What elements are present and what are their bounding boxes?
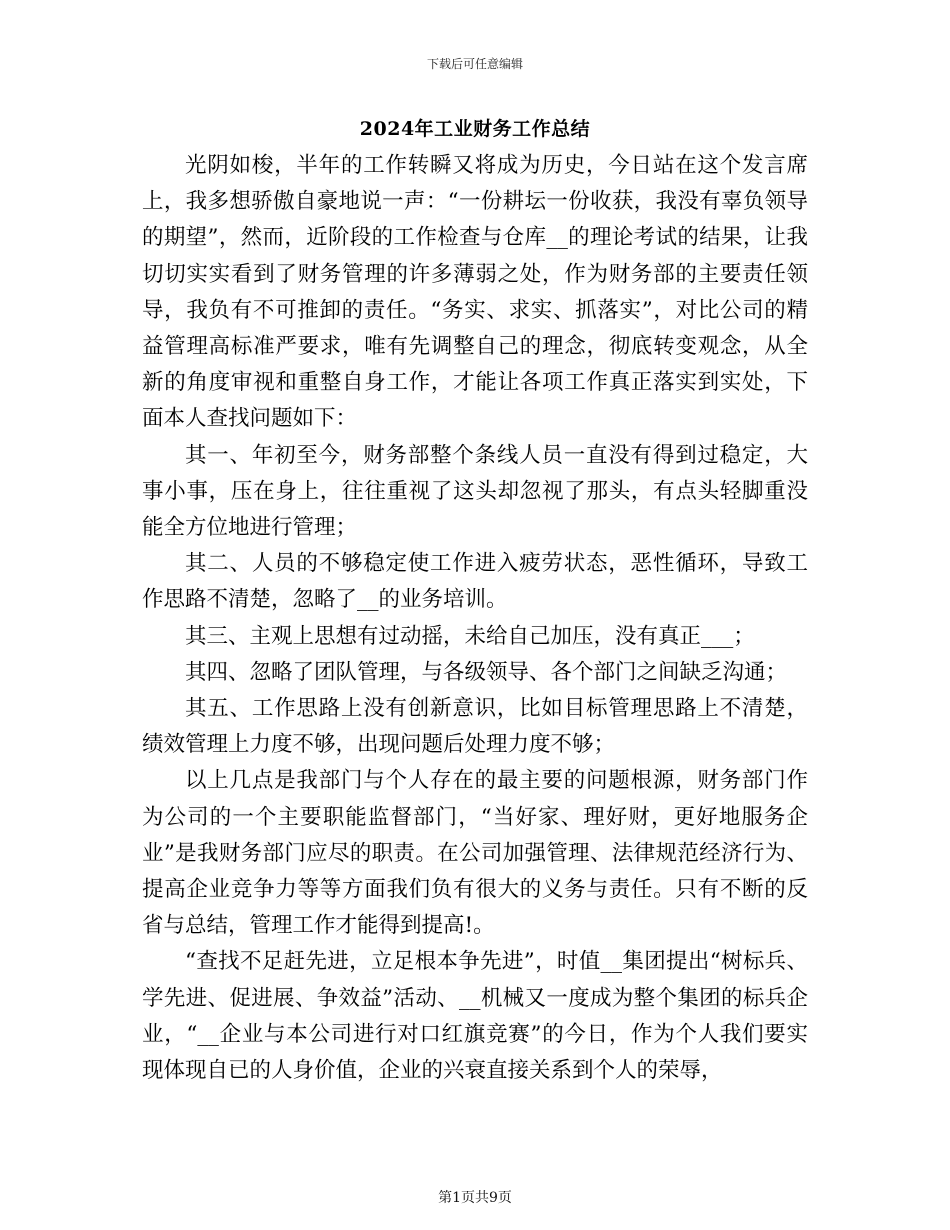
- paragraph-issue-2: 其二、人员的不够稳定使工作进入疲劳状态，恶性循环，导致工作思路不清楚，忽略了__的业务培训。: [142, 551, 808, 613]
- page-number: 第1页共9页: [438, 1190, 512, 1206]
- document-title: 2024年工业财务工作总结: [359, 118, 591, 140]
- document-body: [142, 148, 808, 1089]
- paragraph-intro: 光阴如梭，半年的工作转瞬又将成为历史，今日站在这个发言席上，我多想骄傲自豪地说一声：“一份耕坛一份收获，我没有辜负领导的期望”，然而，近阶段的工作检查与仓库__的理论考试的结果，让我切切实实看到了财务管理的许多薄弱之处，作为财务部的主要责任领导，我负有不可推卸的责任。“务实、求实、抓落实”，对比公司的精益管理高标准严要求，唯有先调整自己的理念，彻底转变观念，从全新的角度审视和重整自身工作，才能让各项工作真正落实到实处，下面本人查找问题如下：: [142, 153, 808, 432]
- header-note: 下载后可任意编辑: [426, 57, 523, 71]
- paragraph-issue-3: 其三、主观上思想有过动摇，未给自己加压，没有真正___；: [185, 623, 755, 649]
- paragraph-issue-5: 其五、工作思路上没有创新意识，比如目标管理思路上不清楚，绩效管理上力度不够，出现问题后处理力度不够；: [142, 696, 808, 758]
- paragraph-summary: 以上几点是我部门与个人存在的最主要的问题根源，财务部门作为公司的一个主要职能监督部门，“当好家、理好财，更好地服务企业”是我财务部门应尽的职责。在公司加强管理、法律规范经济行为、提高企业竞争力等等方面我们负有很大的义务与责任。只有不断的反省与总结，管理工作才能得到提高!。: [142, 768, 808, 939]
- paragraph-issue-1: 其一、年初至今，财务部整个条线人员一直没有得到过稳定，大事小事，压在身上，往往重视了这头却忽视了那头，有点头轻脚重没能全方位地进行管理；: [142, 442, 808, 541]
- paragraph-issue-4: 其四、忽略了团队管理，与各级领导、各个部门之间缺乏沟通；: [185, 659, 788, 685]
- paragraph-campaign: “查找不足赶先进，立足根本争先进”，时值__集团提出“树标兵、学先进、促进展、争效益”活动、__机械又一度成为整个集团的标兵企业，“__企业与本公司进行对口红旗竞赛”的今日，作为个人我们要实现体现自已的人身价值，企业的兴衰直接关系到个人的荣辱，: [142, 949, 808, 1084]
